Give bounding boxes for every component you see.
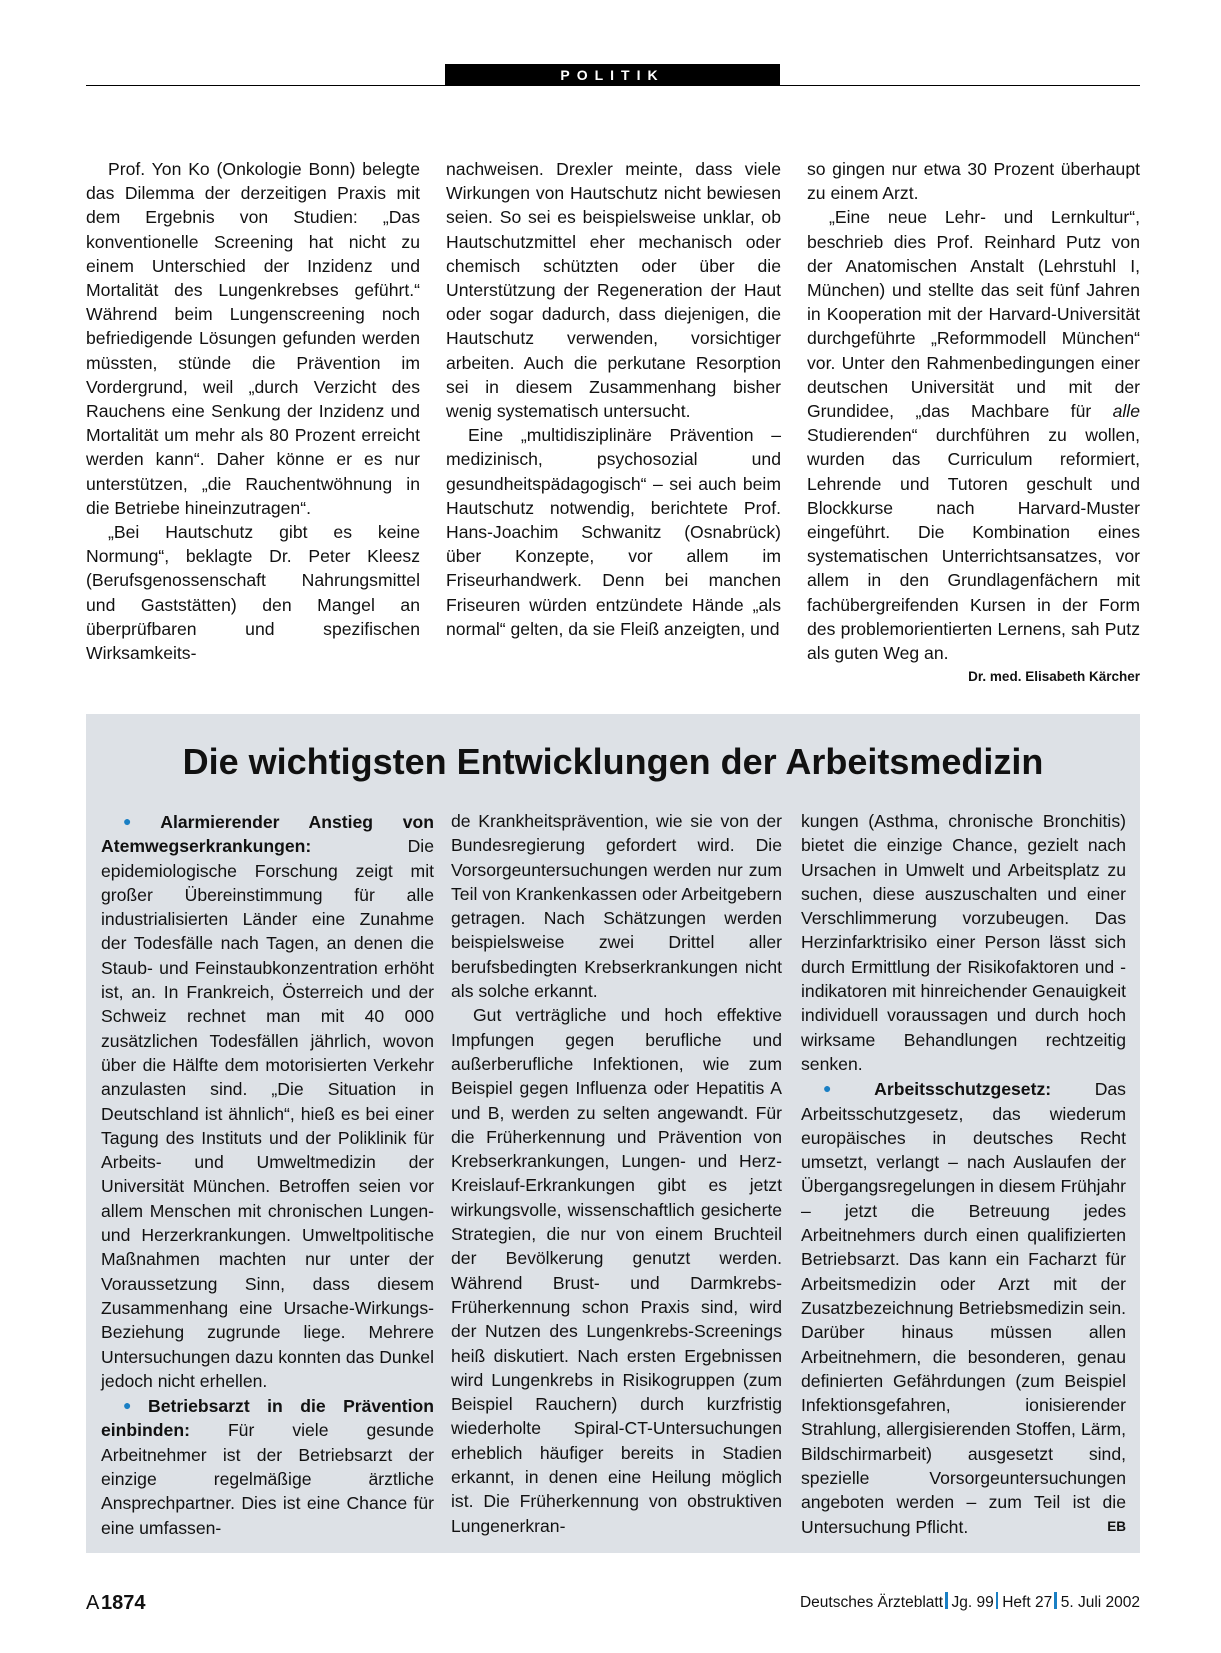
journal-volume: Jg. 99 <box>951 1594 994 1611</box>
box-column-1 <box>101 809 434 1540</box>
page-prefix: A <box>86 1592 100 1614</box>
box-text: Für viele gesunde Arbeitnehmer ist der Betriebsarzt der einzige regelmäßige ärztliche Ansprechpartner. Dies ist eine Chance für eine umfassen- <box>101 1420 434 1538</box>
article-paragraph <box>807 205 1140 685</box>
bullet-icon: ● <box>123 813 157 829</box>
article-text: Studierenden“ durchführen zu wollen, wurden das Curriculum reformiert, Lehrende und Tutoren geschult und Blockkurse nach Harvard-Muster eingeführt. Die Kombination eines systematischen Unterrichtsansatzes, vor allem in den Grundlagenfächern mit fachübergreifenden Kursen in der Form des problemorientierten Lernens, sah Putz als guten Weg an. <box>807 425 1140 664</box>
article-paragraph: Prof. Yon Ko (Onkologie Bonn) belegte das Dilemma der derzeitigen Praxis mit dem Ergebnis von Studien: „Das konventionelle Screening hat nicht zu einem Unterschied der Inzidenz und Mortalität des Lungenkrebses geführt.“ Während beim Lungenscreening noch befriedigende Lösungen gefunden werden müssten, stünde die Prävention im Vordergrund, weil „durch Verzicht des Rauchens eine Senkung der Inzidenz und Mortalität um mehr als 80 Prozent erreicht werden kann“. Daher könne er es nur unterstützen, „die Rauchentwöhnung in die Betriebe hineinzutragen“. <box>86 159 420 518</box>
box-paragraph <box>101 809 434 1393</box>
journal-issue: Heft 27 <box>1002 1594 1053 1611</box>
article-emphasis: alle <box>1112 401 1140 422</box>
article-column-1 <box>86 157 420 665</box>
footer-separator <box>945 1592 948 1609</box>
box-title: Die wichtigsten Entwicklungen der Arbeitsmedizin <box>182 741 1044 782</box>
article-column-2 <box>446 157 781 641</box>
box-paragraph: kungen (Asthma, chronische Bronchitis) bietet die einzige Chance, gezielt nach Ursachen in Umwelt und Arbeitsplatz zu suchen, diese auszuschalten und einer Verschlimmerung vorzubeugen. Das Herzinfarktrisiko einer Person lässt sich durch Ermittlung der Risikofaktoren und -indikatoren mit hinreichender Genauigkeit individuell voraussagen und durch hoch wirksame Behandlungen rechtzeitig senken. <box>801 811 1126 1074</box>
box-paragraph <box>101 1393 434 1540</box>
box-text: Das Arbeitsschutzgesetz, das wiederum europäisches in deutsches Recht umsetzt, verlangt – nach Auslaufen der Übergangsregelungen in diesem Frühjahr – jetzt die Betreuung jedes Arbeitnehmers durch einen qualifizierten Betriebsarzt. Das kann ein Facharzt für Arbeitsmedizin oder Arzt mit der Zusatzbezeichnung Betriebsmedizin sein. Darüber hinaus müssen allen Arbeitnehmern, die besonderen, genau definierten Gefährdungen (zum Beispiel Infektionsgefahren, ionisierender Strahlung, allergisierenden Stoffen, Lärm, Bildschirmarbeit) ausgesetzt sind, spezielle Vorsorgeuntersuchungen angeboten werden – zum Teil ist die Untersuchung Pflicht. <box>801 1079 1126 1537</box>
journal-name: Deutsches Ärzteblatt <box>799 1594 943 1611</box>
article-text: „Eine neue Lehr- und Lernkultur“, beschrieb dies Prof. Reinhard Putz von der Anatomischen Anstalt (Lehrstuhl I, München) und stellte das seit fünf Jahren in Kooperation mit der Harvard-Universität durchgeführte „Reformmodell München“ vor. Unter den Rahmenbedingungen einer deutschen Universität und mit der Grundidee, „das Machbare für <box>807 207 1140 422</box>
article-paragraph: nachweisen. Drexler meinte, dass viele Wirkungen von Hautschutz nicht bewiesen seien. So sei es beispielsweise unklar, ob Hautschutzmittel eher mechanisch oder chemisch schützten oder über die Unterstützung der Regeneration der Haut oder sogar dadurch, dass diejenigen, die Hautschutz verwenden, vorsichtiger arbeiten. Auch die perkutane Resorption sei in diesem Zusammenhang bisher wenig systematisch untersucht. <box>446 159 781 422</box>
journal-info <box>800 1592 1140 1614</box>
article-author: Dr. med. Elisabeth Kärcher <box>968 669 1140 685</box>
footer-separator <box>1054 1592 1057 1609</box>
box-paragraph: de Krankheitsprävention, wie sie von der Bundesregierung gefordert wird. Die Vorsorgeuntersuchungen werden nur zum Teil von Krankenkassen oder Arbeitgebern getragen. Nach Schätzungen werden beispielsweise zwei Drittel aller berufsbedingten Krebserkrankungen nicht als solche erkannt. <box>451 811 782 1002</box>
box-subheading: Alarmierender Anstieg von Atemwegserkrankungen: <box>101 812 434 857</box>
section-label: POLITIK <box>445 64 780 86</box>
box-subheading: Betriebsarzt in die Prävention einbinden: <box>101 1396 434 1441</box>
journal-date: 5. Juli 2002 <box>1060 1594 1140 1611</box>
box-paragraph: Gut verträgliche und hoch effektive Impfungen gegen berufliche und außerberufliche Infektionen, wie zum Beispiel gegen Influenza oder Hepatitis A und B, werden zu selten angewandt. Für die Früherkennung und Prävention von Krebserkrankungen, Lungen- und Herz-Kreislauf-Erkrankungen gibt es jetzt wirkungsvolle, wissenschaftlich gesicherte Strategien, die nur von einem Bruchteil der Bevölkerung genutzt werden. Während Brust- und Darmkrebs-Früherkennung schon Praxis sind, wird der Nutzen des Lungenkrebs-Screenings heiß diskutiert. Nach ersten Ergebnissen wird Lungenkrebs in Risikogruppen (zum Beispiel Rauchern) durch kurzfristig wiederholte Spiral-CT-Untersuchungen erheblich häufiger bereits in Stadien erkannt, in denen eine Heilung möglich ist. Die Früherkennung von obstruktiven Lungenerkran- <box>451 1005 782 1536</box>
info-box <box>86 714 1140 1553</box>
article-paragraph: so gingen nur etwa 30 Prozent überhaupt zu einem Arzt. <box>807 159 1140 204</box>
article-paragraph: Eine „multidisziplinäre Prävention – medizinisch, psychosozial und gesundheitspädagogisch“ – sei auch beim Hautschutz notwendig, berichtete Prof. Hans-Joachim Schwanitz (Osnabrück) über Konzepte, vor allem im Friseurhandwerk. Denn bei manchen Friseuren würden entzündete Hände „als normal“ gelten, da sie Fleiß anzeigten, und <box>446 425 781 639</box>
bullet-icon: ● <box>823 1080 871 1097</box>
header-rule <box>86 85 1140 86</box>
box-text: Die epidemiologische Forschung zeigt mit großer Übereinstimmung für alle industrialisierten Länder eine Zunahme der Todesfälle nach Tagen, an denen die Staub- und Feinstaubkonzentration erhöht ist, an. In Frankreich, Österreich und der Schweiz rechnet man mit 40 000 zusätzlichen Todesfällen jährlich, wovon über die Hälfte dem motorisierten Verkehr anzulasten sind. „Die Situation in Deutschland ist ähnlich“, hieß es bei einer Tagung des Instituts und der Poliklinik für Arbeits- und Umweltmedizin der Universität München. Betroffen seien vor allem Menschen mit chronischen Lungen- und Herzerkrankungen. Umweltpolitische Maßnahmen machten nur unter der Voraussetzung Sinn, dass diesem Zusammenhang eine Ursache-Wirkungs-Beziehung zugrunde liege. Mehrere Untersuchungen dazu konnten das Dunkel jedoch nicht erhellen. <box>101 836 434 1391</box>
page-number <box>86 1590 146 1616</box>
box-paragraph <box>801 1076 1126 1539</box>
page-number-value: 1874 <box>101 1592 146 1614</box>
bullet-icon: ● <box>123 1397 145 1414</box>
footer-separator <box>996 1592 999 1609</box>
box-signature: EB <box>1107 1518 1126 1534</box>
box-column-3 <box>801 809 1126 1539</box>
article-paragraph: „Bei Hautschutz gibt es keine Normung“, beklagte Dr. Peter Kleesz (Berufsgenossenschaft Nahrungsmittel und Gaststätten) den Mangel an überprüfbaren und spezifischen Wirksamkeits- <box>86 522 420 664</box>
box-column-2 <box>451 809 782 1538</box>
article-column-3 <box>807 157 1140 689</box>
box-subheading: Arbeitsschutzgesetz: <box>874 1079 1052 1100</box>
